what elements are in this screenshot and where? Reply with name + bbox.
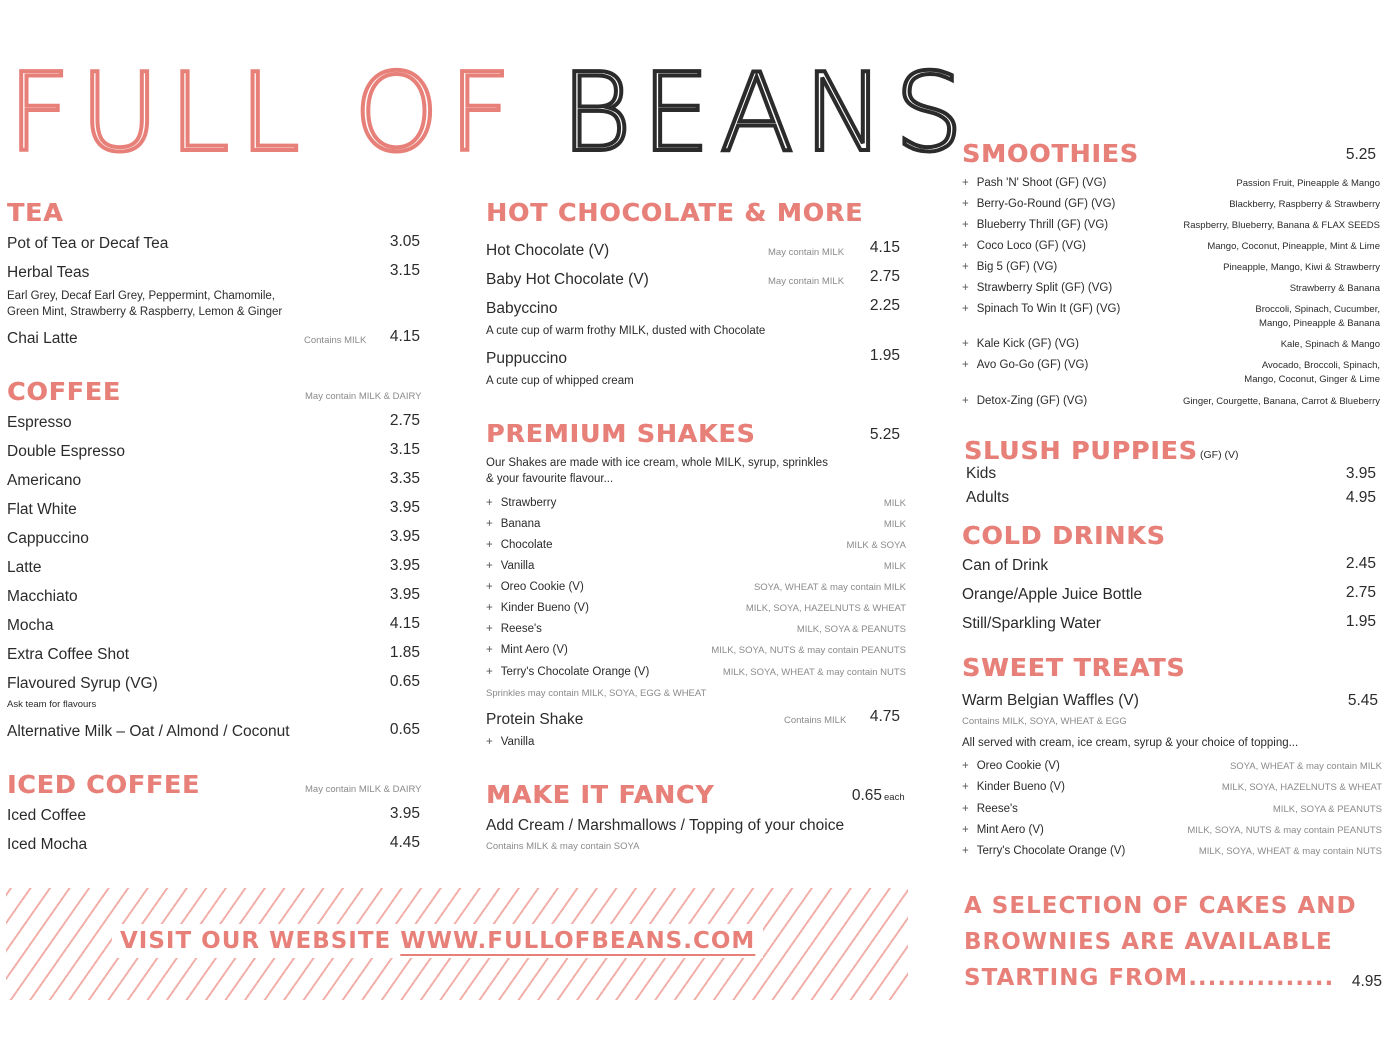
ingredients-note: Strawberry & Banana — [1289, 283, 1380, 294]
menu-item-price: 3.35 — [389, 470, 420, 487]
plus-icon: + — [962, 359, 969, 371]
ingredients-note: Pineapple, Mango, Kiwi & Strawberry — [1223, 262, 1380, 273]
menu-item-price: 3.05 — [389, 233, 420, 250]
plus-icon: + — [486, 736, 493, 748]
menu-item-price: 4.45 — [389, 834, 420, 851]
list-item: + Chocolate — [486, 539, 553, 551]
menu-item-price: 3.95 — [389, 528, 420, 545]
plus-icon: + — [962, 395, 969, 407]
plus-icon: + — [486, 518, 493, 530]
allergen-note: SOYA, WHEAT & may contain MILK — [753, 582, 906, 593]
allergen-note: Contains MILK — [784, 715, 847, 726]
section-title-sweet-treats: SWEET TREATS — [962, 653, 1186, 682]
allergen-note: May contain MILK — [768, 247, 845, 258]
list-item: + Kinder Bueno (V) — [962, 781, 1065, 793]
list-item: + Oreo Cookie (V) — [962, 760, 1060, 772]
section-price: 5.25 — [869, 426, 900, 443]
ingredients-note: Mango, Pineapple & Banana — [1259, 318, 1380, 329]
list-item: + Kinder Bueno (V) — [486, 602, 589, 614]
allergen-note: MILK, SOYA, HAZELNUTS & WHEAT — [1221, 782, 1382, 793]
item-description: A cute cup of warm frothy MILK, dusted with Chocolate — [486, 325, 766, 337]
website-banner — [6, 888, 908, 1000]
shakes-description: & your favourite flavour... — [486, 473, 614, 485]
menu-item-price: 0.65 — [389, 673, 420, 690]
list-item: + Banana — [486, 518, 541, 530]
section-title-smoothies: SMOOTHIES — [962, 139, 1139, 168]
plus-icon: + — [486, 497, 493, 509]
allergen-note: MILK — [883, 519, 906, 530]
ingredients-note: Passion Fruit, Pineapple & Mango — [1236, 178, 1380, 189]
section-title-slush-puppies: SLUSH PUPPIES — [964, 436, 1198, 465]
menu-item-price: 4.15 — [389, 615, 420, 632]
plus-icon: + — [486, 539, 493, 551]
menu-item-name: Herbal Teas — [7, 264, 90, 281]
allergen-note: SOYA, WHEAT & may contain MILK — [1229, 761, 1382, 772]
menu-item-price: 3.95 — [389, 557, 420, 574]
list-item: + Reese's — [486, 623, 542, 635]
allergen-note: May contain MILK — [768, 276, 845, 287]
plus-icon: + — [962, 198, 969, 210]
list-item: + Pash 'N' Shoot (GF) (VG) — [962, 177, 1107, 189]
menu-item-price: 1.95 — [869, 347, 900, 364]
menu-item-price: 5.45 — [1347, 692, 1378, 709]
menu-item-name: Can of Drink — [962, 557, 1049, 574]
list-item: + Vanilla — [486, 560, 535, 572]
ingredients-note: Avocado, Broccoli, Spinach, — [1261, 360, 1380, 371]
menu-item-name: Iced Mocha — [7, 836, 88, 853]
section-title-tea: TEA — [7, 198, 64, 227]
menu-item-name: Hot Chocolate (V) — [486, 242, 610, 259]
menu-item-name: Puppuccino — [486, 350, 568, 367]
allergen-note: MILK, SOYA, NUTS & may contain PEANUTS — [711, 645, 906, 656]
list-item: + Mint Aero (V) — [486, 644, 568, 656]
plus-icon: + — [962, 261, 969, 273]
section-title-make-it-fancy: MAKE IT FANCY — [486, 780, 715, 809]
section-title-cold-drinks: COLD DRINKS — [962, 521, 1166, 550]
menu-item-name: Iced Coffee — [7, 807, 86, 824]
menu-item-name: Baby Hot Chocolate (V) — [486, 271, 649, 288]
menu-item-price: 1.85 — [389, 644, 420, 661]
section-title-premium-shakes: PREMIUM SHAKES — [486, 419, 756, 448]
list-item: + Oreo Cookie (V) — [486, 581, 584, 593]
allergen-note: MILK, SOYA & PEANUTS — [796, 624, 906, 635]
list-item: + Spinach To Win It (GF) (VG) — [962, 303, 1121, 315]
menu-item-name: Latte — [7, 559, 42, 576]
allergen-note: MILK — [883, 561, 906, 572]
menu-item-price: 0.65 — [851, 787, 882, 804]
herbal-note: Green Mint, Strawberry & Raspberry, Lemon & Ginger — [7, 306, 283, 318]
menu-item-name: Flavoured Syrup (VG) — [7, 675, 158, 692]
menu-item-price: 3.95 — [1345, 465, 1376, 482]
cakes-callout — [964, 888, 1384, 996]
allergen-note: MILK, SOYA, WHEAT & may contain NUTS — [722, 667, 906, 678]
menu-item-price: 2.45 — [1345, 555, 1376, 572]
menu-item-price: 1.95 — [1345, 613, 1376, 630]
allergen-note: MILK, SOYA, WHEAT & may contain NUTS — [1198, 846, 1382, 857]
cakes-line: BROWNIES ARE AVAILABLE — [964, 929, 1333, 955]
menu-item-name: Alternative Milk – Oat / Almond / Coconut — [7, 723, 290, 740]
list-item: + Avo Go-Go (GF) (VG) — [962, 359, 1089, 371]
ingredients-note: Raspberry, Blueberry, Banana & FLAX SEEDS — [1183, 220, 1380, 231]
cakes-line: STARTING FROM............... — [964, 965, 1335, 991]
list-item: + Strawberry — [486, 497, 557, 509]
list-item: + Coco Loco (GF) (VG) — [962, 240, 1086, 252]
plus-icon: + — [486, 602, 493, 614]
menu-item-name: Chai Latte — [7, 330, 78, 347]
diet-tag: (GF) (V) — [1200, 449, 1239, 461]
allergen-note: MILK & SOYA — [846, 540, 906, 551]
menu-item-price: 3.15 — [389, 262, 420, 279]
plus-icon: + — [962, 177, 969, 189]
allergen-note: MILK, SOYA, HAZELNUTS & WHEAT — [745, 603, 906, 614]
cakes-line: A SELECTION OF CAKES AND — [964, 893, 1357, 919]
shakes-description: Our Shakes are made with ice cream, whole MILK, syrup, sprinkles — [486, 457, 828, 469]
allergen-note: Contains MILK — [304, 335, 367, 346]
menu-item-price: 3.95 — [389, 805, 420, 822]
menu-item-name: Macchiato — [7, 588, 78, 605]
plus-icon: + — [962, 338, 969, 350]
menu-item-price: 4.95 — [1345, 489, 1376, 506]
menu-item-price: 4.15 — [869, 239, 900, 256]
website-banner-text — [112, 924, 763, 958]
menu-item-name: Americano — [7, 472, 82, 489]
plus-icon: + — [962, 781, 969, 793]
allergen-note: May contain MILK & DAIRY — [305, 391, 422, 402]
plus-icon: + — [962, 824, 969, 836]
menu-item-name: Espresso — [7, 414, 72, 431]
plus-icon: + — [486, 581, 493, 593]
section-title-iced-coffee: ICED COFFEE — [7, 770, 201, 799]
allergen-note: MILK, SOYA, NUTS & may contain PEANUTS — [1187, 825, 1382, 836]
herbal-note: Earl Grey, Decaf Earl Grey, Peppermint, Chamomile, — [7, 290, 275, 302]
menu-item-name: Flat White — [7, 501, 77, 518]
menu-item-name: Mocha — [7, 617, 54, 634]
menu-item-price: 2.25 — [869, 297, 900, 314]
plus-icon: + — [962, 219, 969, 231]
list-item: + Blueberry Thrill (GF) (VG) — [962, 219, 1109, 231]
menu-item-price: 2.75 — [1345, 584, 1376, 601]
plus-icon: + — [962, 240, 969, 252]
list-item: + Mint Aero (V) — [962, 824, 1044, 836]
plus-icon: + — [962, 282, 969, 294]
menu-item-name: Double Espresso — [7, 443, 126, 460]
brand-beans: BEANS — [560, 51, 974, 176]
list-item: + Reese's — [962, 803, 1018, 815]
plus-icon: + — [962, 760, 969, 772]
menu-item-name: Extra Coffee Shot — [7, 646, 130, 663]
list-item: + Berry-Go-Round (GF) (VG) — [962, 198, 1116, 210]
menu-item-price: 3.95 — [389, 499, 420, 516]
menu-item-price: 2.75 — [869, 268, 900, 285]
menu-item-price: 0.65 — [389, 721, 420, 738]
menu-item-price: 4.75 — [869, 708, 900, 725]
ingredients-note: Ginger, Courgette, Banana, Carrot & Blueberry — [1183, 396, 1380, 407]
list-item: + Terry's Chocolate Orange (V) — [486, 666, 650, 678]
list-item: + Terry's Chocolate Orange (V) — [962, 845, 1126, 857]
served-note: All served with cream, ice cream, syrup & your choice of topping... — [962, 737, 1299, 749]
website-link[interactable]: WWW.FULLOFBEANS.COM — [400, 928, 756, 954]
menu-item-name: Orange/Apple Juice Bottle — [962, 586, 1143, 603]
section-title-hot-chocolate: HOT CHOCOLATE & MORE — [486, 198, 864, 227]
cakes-price: 4.95 — [1351, 973, 1382, 990]
syrup-note: Ask team for flavours — [7, 699, 97, 710]
plus-icon: + — [486, 666, 493, 678]
menu-item-name: Kids — [966, 465, 997, 482]
list-item: + Big 5 (GF) (VG) — [962, 261, 1058, 273]
plus-icon: + — [962, 845, 969, 857]
allergen-note: May contain MILK & DAIRY — [305, 784, 422, 795]
menu-item-price: 3.95 — [389, 586, 420, 603]
ingredients-note: Broccoli, Spinach, Cucumber, — [1255, 304, 1380, 315]
allergen-note: MILK — [883, 498, 906, 509]
plus-icon: + — [486, 644, 493, 656]
list-item: + Vanilla — [486, 736, 535, 748]
menu-item-price: 4.15 — [389, 328, 420, 345]
allergen-note: MILK, SOYA & PEANUTS — [1272, 804, 1382, 815]
list-item: + Detox-Zing (GF) (VG) — [962, 395, 1088, 407]
list-item: + Strawberry Split (GF) (VG) — [962, 282, 1113, 294]
allergen-note: Contains MILK, SOYA, WHEAT & EGG — [962, 716, 1127, 727]
list-item: + Kale Kick (GF) (VG) — [962, 338, 1079, 350]
item-description: A cute cup of whipped cream — [486, 375, 634, 387]
price-unit: each — [884, 792, 905, 803]
brand-full-of: FULL OF — [8, 51, 521, 176]
menu-item-name: Cappuccino — [7, 530, 89, 547]
menu-item-price: 3.15 — [389, 441, 420, 458]
section-price: 5.25 — [1345, 146, 1376, 163]
menu-item-name: Warm Belgian Waffles (V) — [962, 692, 1139, 709]
menu-item-name: Protein Shake — [486, 711, 584, 728]
menu-item-name: Adults — [966, 489, 1010, 506]
plus-icon: + — [962, 803, 969, 815]
brand-logo — [8, 51, 974, 176]
sprinkles-note: Sprinkles may contain MILK, SOYA, EGG & WHEAT — [486, 688, 707, 699]
menu-item-name: Babyccino — [486, 300, 558, 317]
menu-item-name: Still/Sparkling Water — [962, 615, 1101, 632]
banner-prefix: VISIT OUR WEBSITE — [120, 928, 392, 954]
section-title-coffee: COFFEE — [7, 377, 121, 406]
menu-item-price: 2.75 — [389, 412, 420, 429]
ingredients-note: Blackberry, Raspberry & Strawberry — [1229, 199, 1380, 210]
ingredients-note: Mango, Coconut, Ginger & Lime — [1244, 374, 1380, 385]
plus-icon: + — [962, 303, 969, 315]
plus-icon: + — [486, 623, 493, 635]
allergen-note: Contains MILK & may contain SOYA — [486, 841, 640, 852]
ingredients-note: Kale, Spinach & Mango — [1280, 339, 1380, 350]
plus-icon: + — [486, 560, 493, 572]
menu-item-name: Add Cream / Marshmallows / Topping of your choice — [486, 817, 845, 834]
ingredients-note: Mango, Coconut, Pineapple, Mint & Lime — [1207, 241, 1380, 252]
menu-item-name: Pot of Tea or Decaf Tea — [7, 235, 169, 252]
